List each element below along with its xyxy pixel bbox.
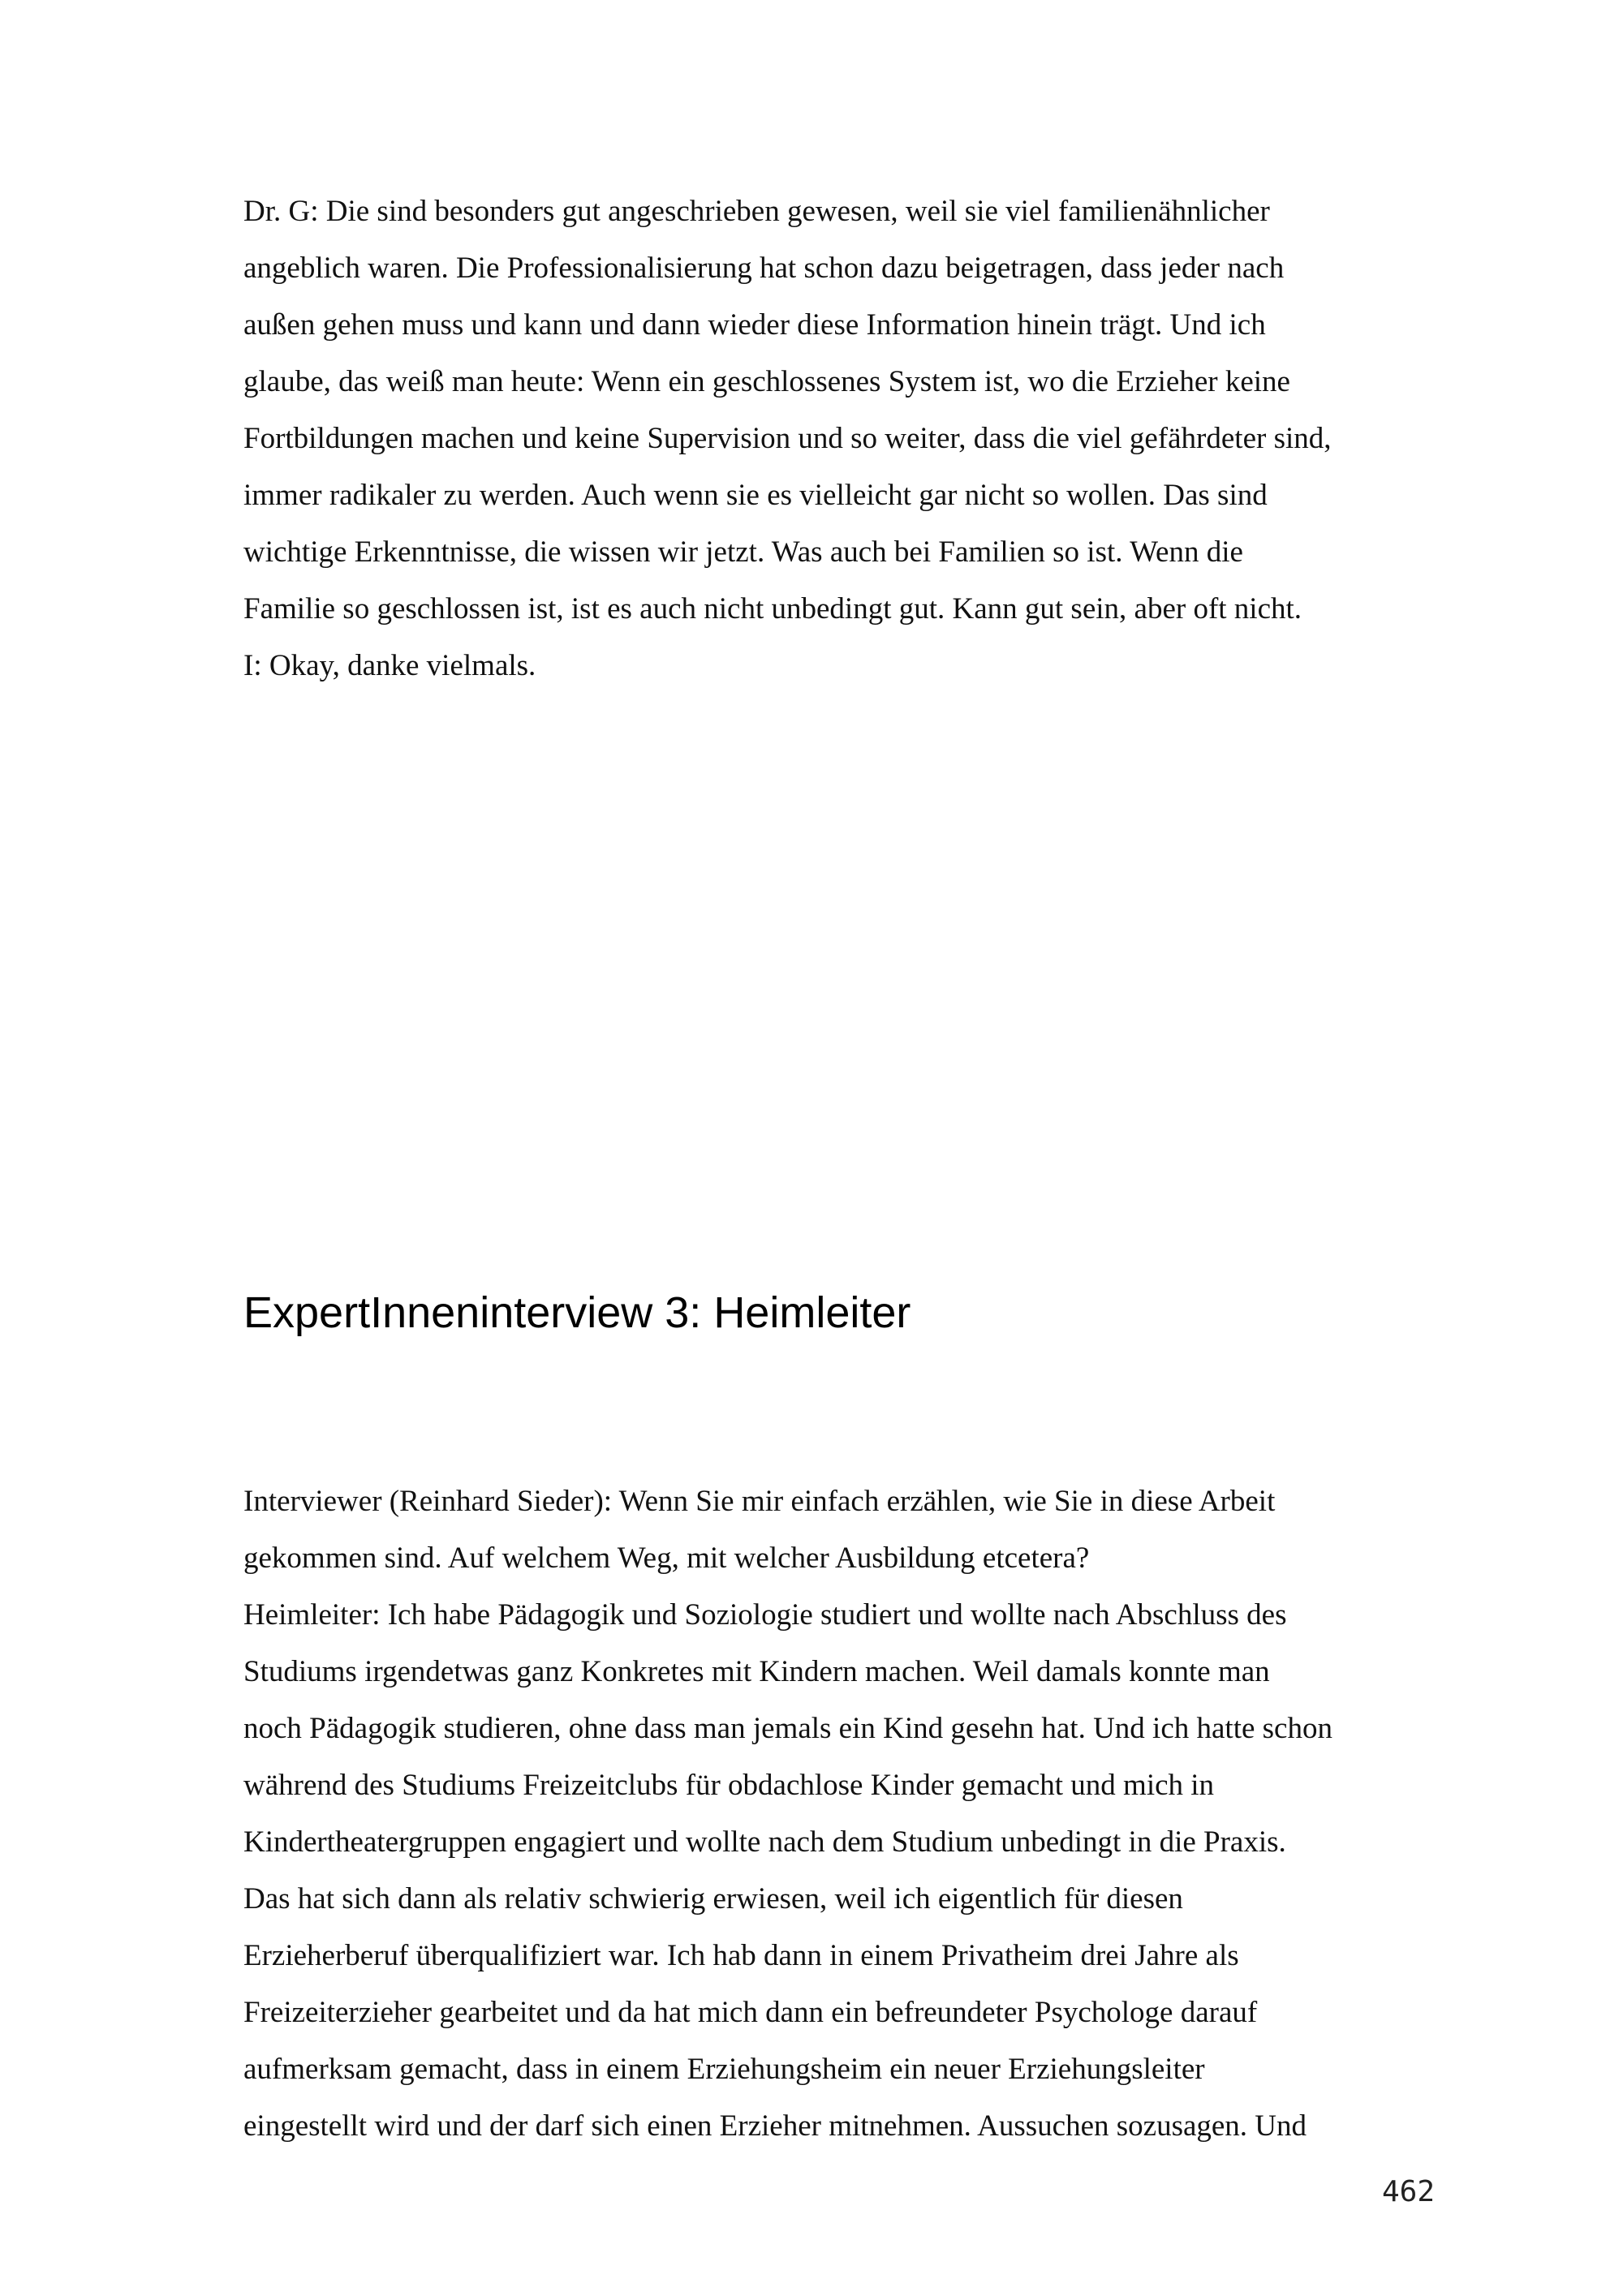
text-line: Kindertheatergruppen engagiert und wollte nach dem Studium unbedingt in die Praxis. — [243, 1825, 1286, 1859]
text-line: Interviewer (Reinhard Sieder): Wenn Sie mir einfach erzählen, wie Sie in diese Arbeit — [243, 1485, 1276, 1518]
page-number: 462 — [1381, 2175, 1435, 2208]
text-line: I: Okay, danke vielmals. — [243, 649, 536, 682]
text-line: gekommen sind. Auf welchem Weg, mit welcher Ausbildung etcetera? — [243, 1541, 1090, 1575]
text-line: Heimleiter: Ich habe Pädagogik und Soziologie studiert und wollte nach Abschluss des — [243, 1598, 1287, 1632]
text-line: immer radikaler zu werden. Auch wenn sie es vielleicht gar nicht so wollen. Das sind — [243, 479, 1268, 512]
text-line: außen gehen muss und kann und dann wieder diese Information hinein trägt. Und ich — [243, 308, 1266, 342]
text-line: noch Pädagogik studieren, ohne dass man jemals ein Kind gesehn hat. Und ich hatte schon — [243, 1712, 1332, 1745]
text-line: Dr. G: Die sind besonders gut angeschrieben gewesen, weil sie viel familienähnlicher — [243, 195, 1270, 228]
text-line: wichtige Erkenntnisse, die wissen wir jetzt. Was auch bei Familien so ist. Wenn die — [243, 535, 1243, 569]
text-line: während des Studiums Freizeitclubs für obdachlose Kinder gemacht und mich in — [243, 1769, 1215, 1802]
text-line: Familie so geschlossen ist, ist es auch nicht unbedingt gut. Kann gut sein, aber oft nicht. — [243, 592, 1302, 626]
text-line: Das hat sich dann als relativ schwierig erwiesen, weil ich eigentlich für diesen — [243, 1882, 1183, 1915]
paragraph-interview-ending — [243, 183, 1444, 694]
text-line: Studiums irgendetwas ganz Konkretes mit Kindern machen. Weil damals konnte man — [243, 1655, 1270, 1688]
text-line: Erzieherberuf überqualifiziert war. Ich hab dann in einem Privatheim drei Jahre als — [243, 1939, 1239, 1972]
text-line: Fortbildungen machen und keine Supervision und so weiter, dass die viel gefährdeter sind, — [243, 422, 1332, 455]
section-heading: ExpertInneninterview 3: Heimleiter — [243, 1288, 911, 1337]
text-line: Freizeiterzieher gearbeitet und da hat mich dann ein befreundeter Psychologe darauf — [243, 1996, 1258, 2029]
text-line: glaube, das weiß man heute: Wenn ein geschlossenes System ist, wo die Erzieher keine — [243, 365, 1290, 398]
text-line: aufmerksam gemacht, dass in einem Erziehungsheim ein neuer Erziehungsleiter — [243, 2053, 1205, 2086]
text-line: angeblich waren. Die Professionalisierung hat schon dazu beigetragen, dass jeder nach — [243, 252, 1285, 285]
text-line: eingestellt wird und der darf sich einen Erzieher mitnehmen. Aussuchen sozusagen. Und — [243, 2109, 1307, 2143]
paragraph-interview-start — [243, 1473, 1444, 2155]
